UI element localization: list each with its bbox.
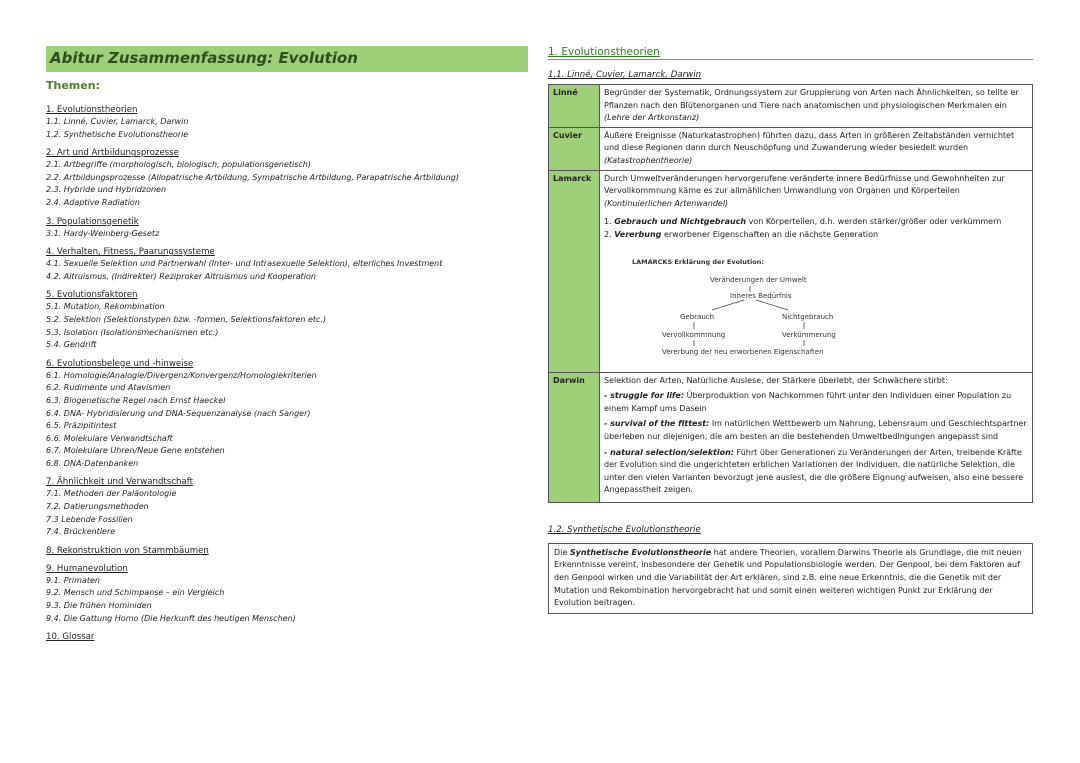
toc-section-heading: 5. Evolutionsfaktoren <box>46 290 138 301</box>
toc-subsection: 5.1. Mutation, Rekombination <box>46 302 165 312</box>
page-title: Abitur Zusammenfassung: Evolution <box>50 49 358 67</box>
toc-subsection: 7.2. Datierungsmethoden <box>46 502 149 512</box>
toc-subsection: 4.2. Altruismus, (Indirekter) Reziproker Altruismus und Kooperation <box>46 271 316 281</box>
subsection-heading-synthetic: 1.2. Synthetische Evolutionstheorie <box>548 524 701 535</box>
toc-subsection: 7.1. Methoden der Paläontologie <box>46 489 177 499</box>
toc-section-heading: 3. Populationsgenetik <box>46 216 139 227</box>
point-text: erworbener Eigenschaften an die nächste Generation <box>663 229 879 239</box>
toc-section-heading: 6. Evolutionsbelege und -hinweise <box>46 358 194 369</box>
diagram-node-gebrauch: Gebrauch <box>680 312 715 321</box>
toc-subsection: 9.4. Die Gattung Homo (Die Herkunft des heutigen Menschen) <box>46 613 296 623</box>
toc-section <box>46 545 528 557</box>
diagram-node-vervollkommnung: Vervollkommnung <box>662 330 726 339</box>
toc-subsection: 6.7. Molekulare Uhren/Neue Gene entstehen <box>46 446 225 456</box>
toc-subsection: 1.2. Synthetische Evolutionstheorie <box>46 129 189 139</box>
point-bold: Gebrauch und Nichtgebrauch <box>614 217 747 227</box>
cuvier-text: Äußere Ereignisse (Naturkatastrophen) führten dazu, dass Arten in größeren Zeitabständen vernichtet und diese Regionen dann durch Neuschöpfung und Zuwanderung wieder besiedelt wurden <box>604 130 1015 153</box>
synthetic-theory-box <box>548 543 1033 614</box>
point-number: 1. <box>604 217 612 227</box>
toc-subsection: 9.3. Die frühen Hominiden <box>46 601 152 611</box>
toc-subsection: 7.4. Brückentiere <box>46 527 116 537</box>
point-text: Führt über Generationen zu Veränderungen der Arten, treibende Kräfte der Evolution sind die ungerichteten erblichen Variationen der Individuen, die natürliche Selektion, die unter den vielen Varianten bevorzugt jene auslest, die die größere Eignung aufweisen, also eine bessere Angepasstheit zeigen. <box>604 447 1024 495</box>
point-number: 2. <box>604 229 612 239</box>
toc-subsection: 7.3 Lebende Fossilien <box>46 514 133 524</box>
section-list <box>46 104 528 643</box>
lamarck-diagram <box>632 256 852 364</box>
toc-subsection: 3.1. Hardy-Weinberg-Gesetz <box>46 228 160 238</box>
toc-section-heading: 1. Evolutionstheorien <box>46 105 138 115</box>
synth-text: hat andere Theorien, vorallem Darwins Theorie als Grundlage, die mit neuen Erkenntnisse vereint, insbesondere der Genetik und Populationsbiologie werden. Der Genpool, bei dem Faktoren auf den Genpool wirken und die Variabilität der Art erklären, sind z.B. eine neue Erkenntnis, die die Genetik mit der Mutation und Rekombination hervorgebracht hat und somit einen weiteren wichtigen Punkt zur Erklärung der Evolution beitragen. <box>554 547 1022 608</box>
toc-subsection: 2.1. Artbegriffe (morphologisch, biologisch, populationsgenetisch) <box>46 160 311 170</box>
row-text-cuvier <box>600 127 1033 170</box>
toc-section <box>46 476 528 538</box>
toc-subsection: 6.6. Molekulare Verwandtschaft <box>46 433 173 443</box>
row-label-darwin: Darwin <box>549 372 600 502</box>
row-text-darwin <box>600 372 1033 502</box>
toc-section <box>46 104 528 141</box>
table-row <box>549 170 1033 372</box>
point-text: von Körperteilen, d.h. werden stärker/größer oder verkümmern <box>748 217 1002 227</box>
diagram-node-beduerfnis: Inneres Bedürfnis <box>730 291 792 300</box>
row-text-lamarck <box>600 170 1033 372</box>
toc-subsection: 5.2. Selektion (Selektionstypen bzw. -formen, Selektionsfaktoren etc.) <box>46 314 327 324</box>
point-text: Im natürlichen Wettbewerb um Nahrung, Lebensraum und Geschlechtspartner überleben nur diejenigen, die am besten an die bestehenden Umweltbedingungen angepasst sind <box>604 419 1027 441</box>
toc-subsection: 9.2. Mensch und Schimpanse – ein Vergleich <box>46 588 225 598</box>
title-banner <box>46 46 528 72</box>
toc-subsection: 2.2. Artbildungsprozesse (Allopatrische Artbildung, Sympatrische Artbildung, Parapatrische Artbildung) <box>46 172 459 182</box>
row-label-cuvier: Cuvier <box>549 127 600 170</box>
toc-section <box>46 216 528 241</box>
toc-subsection: 9.1. Primaten <box>46 575 100 585</box>
toc-subsection: 6.5. Präzipitintest <box>46 421 117 431</box>
row-label-linne: Linné <box>549 85 600 128</box>
diagram-node-vererbung: Vererbung der neu erworbenen Eigenschaften <box>662 347 824 356</box>
diagram-node-verkuemmerung: Verkümmerung <box>782 330 836 339</box>
diagram-node-nichtgebrauch: Nichtgebrauch <box>782 312 834 321</box>
point-bold: Vererbung <box>614 229 662 239</box>
darwin-point-struggle <box>604 390 1028 415</box>
point-bold: - struggle for life: <box>604 391 685 401</box>
linne-text: Begründer der Systematik, Ordnungssystem zur Gruppierung von Arten nach Ähnlichkeiten, so teilte er Pflanzen nach den Blütenorganen und Tiere nach anatomischen und physiologischen Merkmalen ein <box>604 88 1019 110</box>
point-text: Überproduktion von Nachkommen führt unter den Individuen einer Population zu einem Kampf ums Dasein <box>604 391 1012 413</box>
point-bold: - natural selection/selektion: <box>604 447 734 457</box>
toc-subsection: 2.4. Adaptive Radiation <box>46 197 140 207</box>
row-text-linne <box>600 85 1033 128</box>
toc-section-heading: 4. Verhalten, Fitness, Paarungssysteme <box>46 247 215 258</box>
diagram-title: LAMARCKS Erklärung der Evolution: <box>632 257 764 266</box>
toc-subsection: 6.2. Rudimente und Atavismen <box>46 383 171 393</box>
subsection-heading-theorists: 1.1. Linné, Cuvier, Lamarck, Darwin <box>548 70 702 80</box>
toc-subsection: 6.1. Homologie/Analogie/Divergenz/Konvergenz/Homologiekriterien <box>46 370 317 380</box>
lamarck-note: (Kontinuierlichen Artenwandel) <box>604 198 729 208</box>
synth-bold: Synthetische Evolutionstheorie <box>569 547 712 557</box>
topics-heading: Themen: <box>46 79 100 92</box>
toc-section-heading: 8. Rekonstruktion von Stammbäumen <box>46 545 209 556</box>
row-label-lamarck: Lamarck <box>549 170 600 372</box>
toc-section <box>46 358 528 471</box>
darwin-point-survival <box>604 418 1028 443</box>
theories-table <box>548 84 1033 503</box>
darwin-point-selection <box>604 447 1028 497</box>
toc-section <box>46 563 528 625</box>
toc-subsection: 5.3. Isolation (Isolationsmechanismen etc.) <box>46 327 219 337</box>
table-row <box>549 372 1033 502</box>
lamarck-text: Durch Umweltveränderungen hervorgerufene veränderte innere Bedürfnisse und Gewohnheiten zur Vervollkommnung käme es zur allmählichen Umwandlung von Organen und Körperteilen <box>604 173 1005 196</box>
toc-section-heading: 9. Humanevolution <box>46 563 128 574</box>
toc-subsection: 6.3. Biogenetische Regel nach Ernst Haeckel <box>46 395 226 405</box>
section-heading-evolutionstheorien: 1. Evolutionstheorien <box>548 46 1033 60</box>
toc-section-heading: 10. Glossar <box>46 632 95 643</box>
toc-section-heading: 2. Art und Artbildungsprozesse <box>46 148 179 159</box>
linne-note: (Lehre der Artkonstanz) <box>604 113 700 123</box>
table-of-contents <box>46 46 528 649</box>
synth-pre: Die <box>554 547 568 557</box>
toc-subsection: 6.4. DNA- Hybridisierung und DNA-Sequenzanalyse (nach Sanger) <box>46 408 311 418</box>
toc-section <box>46 147 528 209</box>
table-row <box>549 127 1033 170</box>
table-row <box>549 85 1033 128</box>
toc-section-heading: 7. Ähnlichkeit und Verwandtschaft <box>46 477 193 488</box>
toc-subsection: 4.1. Sexuelle Selektion und Partnerwahl (Inter- und Intrasexuelle Selektion), elterliches Investment <box>46 259 443 269</box>
content-column <box>548 46 1033 614</box>
toc-subsection: 5.4. Gendrift <box>46 340 97 350</box>
toc-section <box>46 289 528 351</box>
toc-subsection: 6.8. DNA-Datenbanken <box>46 458 139 468</box>
cuvier-note: (Katastrophentheorie) <box>604 155 693 165</box>
toc-subsection: 2.3. Hybride und Hybridzonen <box>46 185 167 195</box>
toc-section <box>46 631 528 643</box>
toc-subsection: 1.1. Linné, Cuvier, Lamarck, Darwin <box>46 117 189 126</box>
point-bold: - survival of the fittest: <box>604 419 710 429</box>
darwin-intro: Selektion der Arten, Natürliche Auslese, der Stärkere überlebt, der Schwächere stirbt: <box>604 375 948 385</box>
toc-section <box>46 246 528 283</box>
lamarck-point-2 <box>604 229 1028 242</box>
lamarck-point-1 <box>604 216 1028 229</box>
diagram-node-umwelt: Veränderungen der Umwelt <box>710 275 807 284</box>
